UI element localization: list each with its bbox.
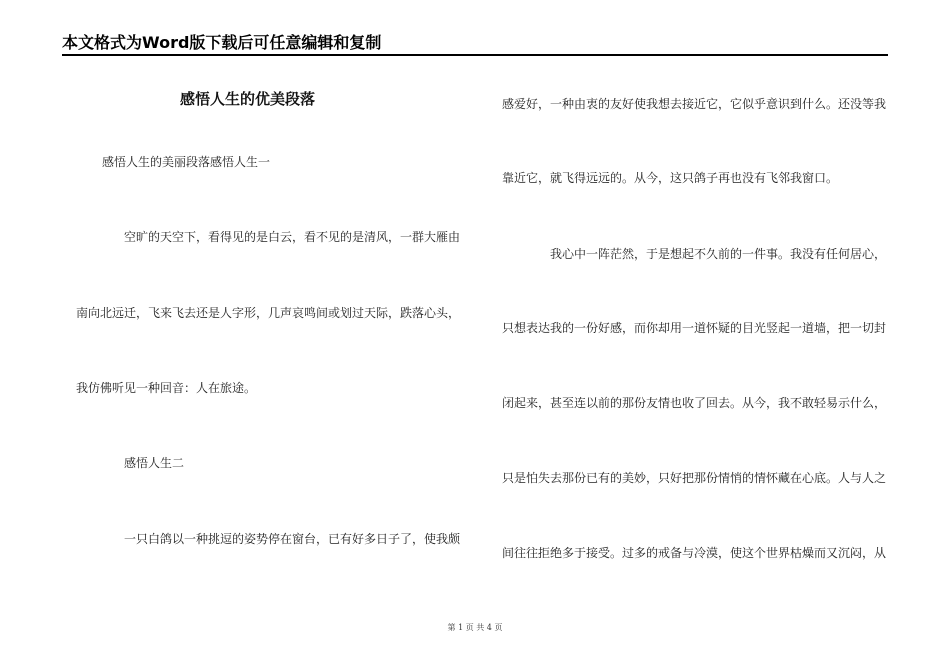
paragraph-line: 一只白鸽以一种挑逗的姿势停在窗台，已有好多日子了，使我颇 [124,532,461,546]
paragraph-line: 空旷的天空下，看得见的是白云，看不见的是清风，一群大雁由 [124,230,461,244]
paragraph-line: 间往往拒绝多于接受。过多的戒备与冷漠，使这个世界枯燥而又沉闷，从 [502,546,887,560]
paragraph-line: 只是怕失去那份已有的美妙，只好把那份情悄的情怀藏在心底。人与人之 [502,471,887,485]
document-banner: 本文格式为Word版下载后可任意编辑和复制 [62,32,888,56]
paragraph-line: 我心中一阵茫然，于是想起不久前的一件事。我没有任何居心， [550,247,887,261]
page-number-footer: 第 1 页 共 4 页 [447,623,503,632]
paragraph-line: 感爱好，一种由衷的友好使我想去接近它，它似乎意识到什么。还没等我 [502,97,887,111]
paragraph-line: 闭起来，甚至连以前的那份友情也收了回去。从今，我不敢轻易示什么， [502,396,887,410]
paragraph-line: 靠近它，就飞得远远的。从今，这只鸽子再也没有飞邻我窗口。 [502,171,839,185]
paragraph-line: 感悟人生的美丽段落感悟人生一 [102,155,271,169]
paragraph-line: 只想表达我的一份好感，而你却用一道怀疑的目光竖起一道墙，把一切封 [502,321,887,335]
paragraph-line: 我仿佛听见一种回音：人在旅途。 [76,381,257,395]
section-heading: 感悟人生二 [124,456,185,470]
paragraph-line: 南向北远迁，飞来飞去还是人字形，几声哀鸣间或划过天际，跌落心头， [76,306,461,320]
document-title: 感悟人生的优美段落 [180,90,316,108]
